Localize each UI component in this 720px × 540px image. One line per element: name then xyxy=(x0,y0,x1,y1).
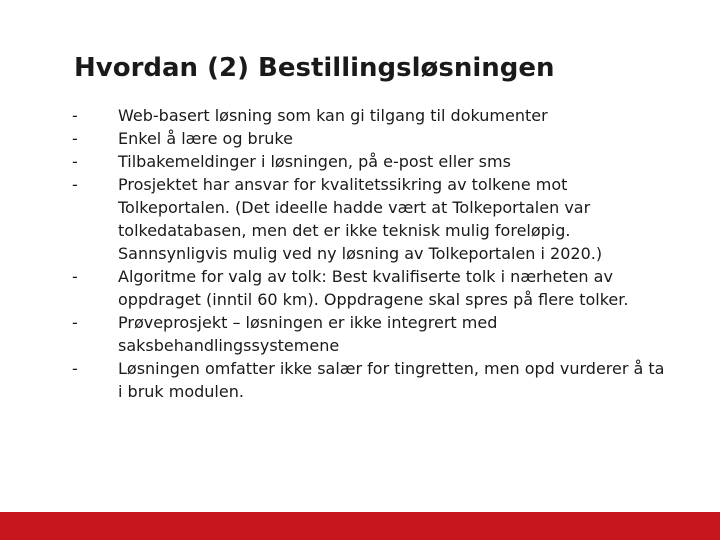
bullet-text: Enkel å lære og bruke xyxy=(118,129,293,148)
bullet-marker: - xyxy=(72,152,78,171)
bullet-list xyxy=(72,104,672,403)
slide-title: Hvordan (2) Bestillingsløsningen xyxy=(74,53,555,83)
bullet-text: Løsningen omfatter ikke salær for tingretten, men opd vurderer å ta i bruk modulen. xyxy=(118,359,665,401)
bullet-text: Tilbakemeldinger i løsningen, på e-post eller sms xyxy=(118,152,511,171)
bullet-item xyxy=(72,173,672,265)
bullet-item xyxy=(72,357,672,403)
bullet-item xyxy=(72,311,672,357)
bullet-item xyxy=(72,265,672,311)
bullet-marker: - xyxy=(72,267,78,286)
bullet-text: Prosjektet har ansvar for kvalitetssikring av tolkene mot Tolkeportalen. (Det ideelle hadde vært at Tolkeportalen var tolkedatabasen, men det er ikke teknisk mulig foreløpig. Sannsynligvis mulig ved ny løsning av Tolkeportalen i 2020.) xyxy=(118,175,603,263)
bullet-text: Prøveprosjekt – løsningen er ikke integrert med saksbehandlingssystemene xyxy=(118,313,498,355)
bullet-marker: - xyxy=(72,175,78,194)
bullet-marker: - xyxy=(72,106,78,125)
bullet-text: Algoritme for valg av tolk: Best kvalifiserte tolk i nærheten av oppdraget (inntil 60 km). Oppdragene skal spres på flere tolker. xyxy=(118,267,629,309)
bullet-item xyxy=(72,150,672,173)
bullet-marker: - xyxy=(72,359,78,378)
bullet-marker: - xyxy=(72,313,78,332)
bullet-item xyxy=(72,127,672,150)
footer-accent-bar xyxy=(0,512,720,540)
bullet-item xyxy=(72,104,672,127)
bullet-text: Web-basert løsning som kan gi tilgang til dokumenter xyxy=(118,106,548,125)
bullet-marker: - xyxy=(72,129,78,148)
